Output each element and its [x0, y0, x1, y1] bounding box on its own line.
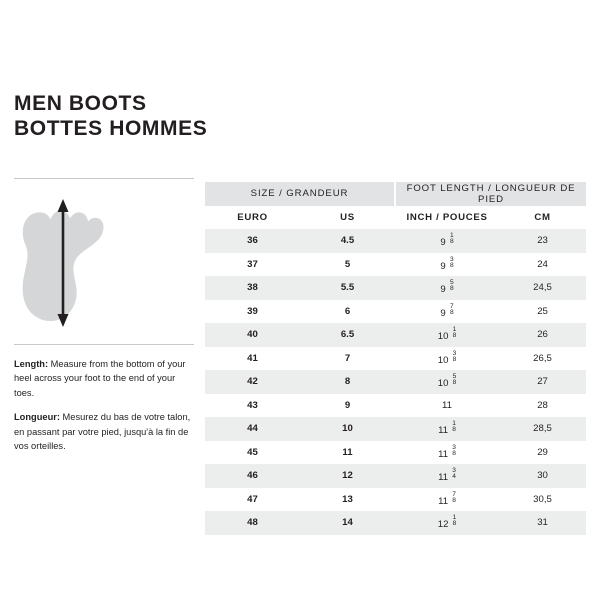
cell-cm: 27 — [499, 370, 586, 394]
measurement-legend — [14, 357, 196, 453]
table-row — [205, 394, 586, 418]
column-header-inch: INCH / POUCES — [395, 206, 499, 230]
cell-us: 14 — [300, 511, 395, 535]
cell-inch: 11 7 8 — [395, 488, 499, 512]
legend-english-text: Measure from the bottom of your heel across your foot to the end of your toes. — [14, 359, 186, 398]
cell-euro: 42 — [205, 370, 300, 394]
column-header-euro: EURO — [205, 206, 300, 230]
legend-french-label: Longueur: — [14, 412, 60, 423]
cell-cm: 23 — [499, 229, 586, 253]
size-table-wrapper — [205, 182, 586, 535]
cell-euro: 47 — [205, 488, 300, 512]
table-row — [205, 464, 586, 488]
cell-us: 5.5 — [300, 276, 395, 300]
table-body — [205, 229, 586, 535]
foot-illustration-box — [14, 178, 194, 345]
cell-euro: 40 — [205, 323, 300, 347]
cell-cm: 30,5 — [499, 488, 586, 512]
column-header-cm: CM — [499, 206, 586, 230]
cell-euro: 38 — [205, 276, 300, 300]
cell-us: 13 — [300, 488, 395, 512]
cell-inch: 10 5 8 — [395, 370, 499, 394]
cell-inch: 9 7 8 — [395, 300, 499, 324]
table-row — [205, 370, 586, 394]
cell-euro: 39 — [205, 300, 300, 324]
cell-inch: 9 1 8 — [395, 229, 499, 253]
table-row — [205, 417, 586, 441]
legend-french — [14, 410, 196, 453]
cell-euro: 41 — [205, 347, 300, 371]
cell-us: 6.5 — [300, 323, 395, 347]
cell-euro: 46 — [205, 464, 300, 488]
cell-euro: 48 — [205, 511, 300, 535]
title-line-en: MEN BOOTS — [14, 92, 147, 115]
cell-euro: 43 — [205, 394, 300, 418]
table-column-header-row — [205, 206, 586, 230]
cell-us: 4.5 — [300, 229, 395, 253]
legend-english-label: Length: — [14, 359, 49, 369]
cell-cm: 26 — [499, 323, 586, 347]
cell-us: 7 — [300, 347, 395, 371]
table-row — [205, 229, 586, 253]
cell-us: 11 — [300, 441, 395, 465]
cell-cm: 28,5 — [499, 417, 586, 441]
cell-euro: 36 — [205, 229, 300, 253]
cell-cm: 30 — [499, 464, 586, 488]
cell-cm: 29 — [499, 441, 586, 465]
group-header-size: SIZE / GRANDEUR — [205, 182, 395, 206]
legend-english — [14, 357, 196, 400]
measurement-guide — [14, 178, 194, 463]
cell-inch: 11 1 8 — [395, 417, 499, 441]
table-row — [205, 511, 586, 535]
cell-cm: 25 — [499, 300, 586, 324]
table-row — [205, 276, 586, 300]
cell-us: 9 — [300, 394, 395, 418]
cell-cm: 26,5 — [499, 347, 586, 371]
cell-inch: 10 1 8 — [395, 323, 499, 347]
page-title — [14, 92, 207, 142]
cell-euro: 45 — [205, 441, 300, 465]
cell-inch: 11 3 4 — [395, 464, 499, 488]
cell-us: 12 — [300, 464, 395, 488]
cell-euro: 44 — [205, 417, 300, 441]
cell-us: 8 — [300, 370, 395, 394]
size-table — [205, 182, 586, 535]
table-row — [205, 347, 586, 371]
cell-inch: 11 3 8 — [395, 441, 499, 465]
table-row — [205, 300, 586, 324]
column-header-us: US — [300, 206, 395, 230]
table-row — [205, 323, 586, 347]
cell-inch: 9 5 8 — [395, 276, 499, 300]
cell-cm: 28 — [499, 394, 586, 418]
cell-us: 6 — [300, 300, 395, 324]
cell-cm: 31 — [499, 511, 586, 535]
cell-inch: 10 3 8 — [395, 347, 499, 371]
table-row — [205, 441, 586, 465]
cell-cm: 24 — [499, 253, 586, 277]
cell-euro: 37 — [205, 253, 300, 277]
cell-us: 10 — [300, 417, 395, 441]
title-line-fr: BOTTES HOMMES — [14, 116, 208, 140]
table-row — [205, 488, 586, 512]
cell-inch: 9 3 8 — [395, 253, 499, 277]
table-row — [205, 253, 586, 277]
table-group-header-row — [205, 182, 586, 206]
legend-french-text: Mesurez du bas de votre talon, en passant par votre pied, jusqu'à la fin de vos orteilles. — [14, 412, 191, 452]
cell-cm: 24,5 — [499, 276, 586, 300]
cell-inch: 12 1 8 — [395, 511, 499, 535]
group-header-foot-length: FOOT LENGTH / LONGUEUR DE PIED — [395, 182, 586, 206]
foot-outline-icon — [14, 183, 194, 341]
cell-inch: 11 — [395, 394, 499, 418]
cell-us: 5 — [300, 253, 395, 277]
